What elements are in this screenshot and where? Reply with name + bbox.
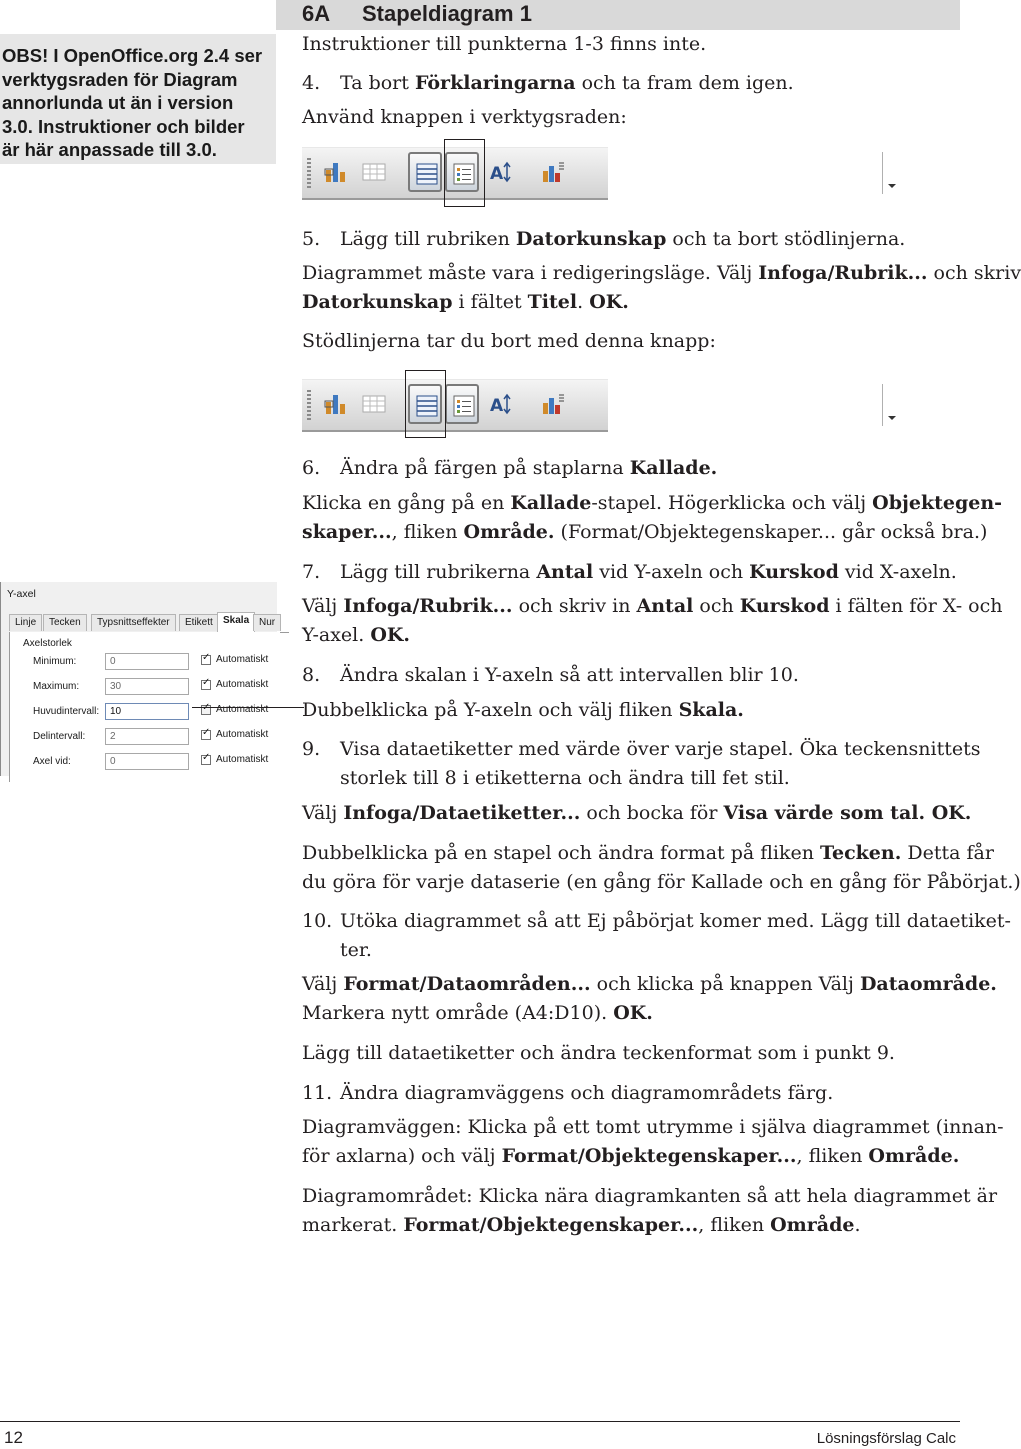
step-10-line5: Lägg till dataetiketter och ändra teckenformat som i punkt 9. [302,1042,895,1064]
axis-at-input[interactable]: 0 [105,753,189,770]
step-8-line2: Dubbelklicka på Y-axeln och välj fliken Skala. [302,699,744,721]
step-9-number: 9. [302,738,321,760]
step-7-line3: Y-axel. OK. [302,624,411,646]
step-5-line4: Stödlinjerna tar du bort med denna knapp: [302,330,716,352]
step-10: 10. Utöka diagrammet så att Ej påbörjat komer med. Lägg till dataetiket- [302,907,1011,936]
step-6-line2: Klicka en gång på en Kallade-stapel. Högerklicka och välj Objektegen- [302,492,1003,514]
intro-text: Instruktioner till punkterna 1-3 finns inte. [302,33,707,55]
data-table-button[interactable] [357,152,391,192]
step-4-line2: Använd knappen i verktygsraden: [302,106,627,128]
scale-text-button[interactable] [486,152,520,192]
note-text: OBS! I OpenOffice.org 2.4 ser verktygsraden för Diagram annorlunda ut än i version 3.0. Instruktioner och bilder är här anpassade till 3.0. [2,45,263,160]
minimum-label: Minimum: [33,656,77,667]
gridlines-icon [414,162,440,186]
step-11-line3: för axlarna) och välj Format/Objektegenskaper..., fliken Område. [302,1145,960,1167]
maximum-label: Maximum: [33,681,80,692]
data-table-button[interactable] [357,384,391,424]
table-icon [361,392,387,416]
step-5-line3: Datorkunskap i fältet Titel. OK. [302,291,629,313]
tab-nummer[interactable]: Nur [253,614,281,631]
step-8-number: 8. [302,664,321,686]
gridlines-button[interactable] [408,152,442,192]
step-5: 5. Lägg till rubriken Datorkunskap och ta bort stödlinjerna. [302,225,905,254]
minor-interval-label: Delintervall: [33,731,86,742]
autoformat-button[interactable] [536,384,570,424]
step-9-line5: du göra för varje dataserie (en gång för Kallade och en gång för Påbörjat.) [302,871,1021,893]
scale-text-icon [490,160,516,184]
step-11: 11. Ändra diagramväggens och diagramområdets färg. [302,1079,833,1108]
step-10-line3: Välj Format/Dataområden... och klicka på knappen Välj Dataområde. [302,973,997,995]
minor-interval-auto-checkbox[interactable] [201,730,211,740]
step-5-line2: Diagrammet måste vara i redigeringsläge. Välj Infoga/Rubrik... och skriv [302,262,1021,284]
page-number: 12 [4,1428,23,1447]
callout-line [192,707,304,708]
chart-type-button[interactable] [320,152,354,192]
step-4: 4. Ta bort Förklaringarna och ta fram dem igen. [302,69,794,98]
chart-toolbar-2 [302,379,608,432]
minimum-input[interactable]: 0 [105,653,189,670]
autoformat-icon [540,160,566,184]
toolbar-overflow-button[interactable] [882,384,905,426]
step-11-line2: Diagramväggen: Klicka på ett tomt utrymme i själva diagrammet (innan- [302,1116,1004,1138]
svg-text:A: A [490,164,504,184]
axis-size-group-label: Axelstorlek [23,638,72,649]
step-6-number: 6. [302,457,321,479]
tab-linje[interactable]: Linje [9,614,42,631]
step-10-number: 10. [302,910,333,932]
scale-text-icon [490,392,516,416]
footer-title: Lösningsförslag Calc [816,1430,956,1447]
dialog-tabs [9,612,289,633]
step-9: 9. Visa dataetiketter med värde över varje stapel. Öka teckensnittets [302,735,981,764]
step-7-line2: Välj Infoga/Rubrik... och skriv in Antal och Kurskod i fälten för X- och [302,595,1003,617]
scale-text-button[interactable] [486,384,520,424]
dialog-title: Y-axel [7,588,36,600]
minor-interval-auto-label: Automatiskt [216,729,269,740]
step-10-line2: ter. [340,939,372,961]
chevron-down-icon [883,384,903,424]
autoformat-icon [540,392,566,416]
maximum-input[interactable]: 30 [105,678,189,695]
step-9-line4: Dubbelklicka på en stapel och ändra format på fliken Tecken. Detta får [302,842,994,864]
tab-typsnittseffekter[interactable]: Typsnittseffekter [91,614,176,631]
step-11-number: 11. [302,1082,333,1104]
highlight-gridlines-button [405,370,446,438]
highlight-legend-button [444,139,485,207]
maximum-auto-label: Automatiskt [216,679,269,690]
chart-type-icon [324,160,350,184]
tab-tecken[interactable]: Tecken [43,614,87,631]
axis-at-label: Axel vid: [33,756,71,767]
section-number: 6A [302,1,331,26]
step-4-number: 4. [302,72,321,94]
step-6-line3: skaper..., fliken Område. (Format/Objektegenskaper... går också bra.) [302,521,988,543]
minimum-auto-label: Automatiskt [216,654,269,665]
section-title: Stapeldiagram 1 [362,1,532,26]
chart-type-icon [324,392,350,416]
chart-type-button[interactable] [320,384,354,424]
step-7-number: 7. [302,561,321,583]
y-axis-dialog [0,582,277,776]
step-7: 7. Lägg till rubrikerna Antal vid Y-axeln och Kurskod vid X-axeln. [302,558,957,587]
axis-at-auto-label: Automatiskt [216,754,269,765]
tab-etikett[interactable]: Etikett [179,614,219,631]
legend-button[interactable] [445,384,479,424]
toolbar-overflow-button[interactable] [882,152,905,194]
minor-interval-input[interactable]: 2 [105,728,189,745]
step-9-line3: Välj Infoga/Dataetiketter... och bocka för Visa värde som tal. OK. [302,802,972,824]
chevron-down-icon [883,152,903,192]
major-interval-input[interactable]: 10 [105,703,189,720]
minimum-auto-checkbox[interactable] [201,655,211,665]
step-11-line5: markerat. Format/Objektegenskaper..., fliken Område. [302,1214,861,1236]
step-9-line2: storlek till 8 i etiketterna och ändra till fet stil. [340,767,790,789]
step-8: 8. Ändra skalan i Y-axeln så att intervallen blir 10. [302,661,799,690]
maximum-auto-checkbox[interactable] [201,680,211,690]
tab-skala[interactable]: Skala [217,612,255,633]
toolbar-grip[interactable] [307,390,311,420]
toolbar-grip[interactable] [307,158,311,188]
step-11-line4: Diagramområdet: Klicka nära diagramkanten så att hela diagrammet är [302,1185,998,1207]
table-icon [361,160,387,184]
major-interval-label: Huvudintervall: [33,706,100,717]
step-6: 6. Ändra på färgen på staplarna Kallade. [302,454,717,483]
major-interval-auto-label: Automatiskt [216,704,269,715]
axis-at-auto-checkbox[interactable] [201,755,211,765]
step-10-line4: Markera nytt område (A4:D10). OK. [302,1002,653,1024]
legend-icon [451,394,477,418]
autoformat-button[interactable] [536,152,570,192]
svg-text:A: A [490,396,504,416]
step-5-number: 5. [302,228,321,250]
footer-rule [0,1421,960,1422]
